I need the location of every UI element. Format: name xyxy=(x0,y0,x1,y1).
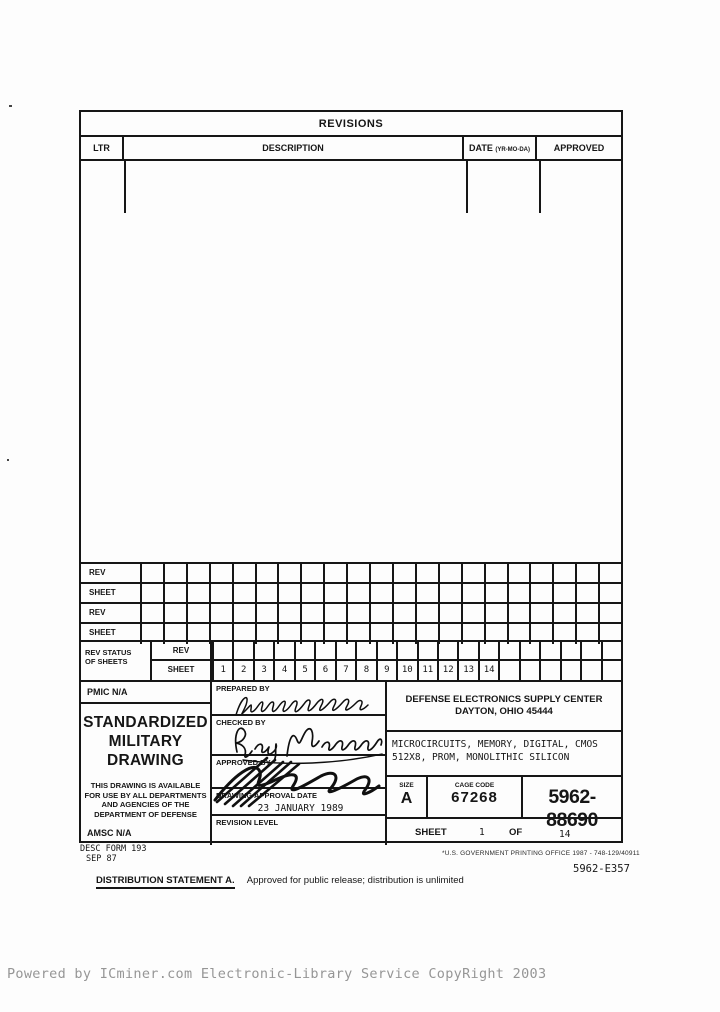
grid-cell xyxy=(369,564,392,582)
grid-cell xyxy=(438,604,461,622)
rev-status-label: REV STATUS OF SHEETS xyxy=(81,642,152,680)
approval-date-value: 23 JANUARY 1989 xyxy=(257,803,344,814)
sheet-number-cell: 3 xyxy=(253,661,273,680)
grid-cell xyxy=(209,584,232,602)
grid-cell xyxy=(552,584,575,602)
grid-cell-row xyxy=(140,564,621,582)
form-identifier xyxy=(80,845,147,864)
grid-cell xyxy=(300,584,323,602)
grid-cell xyxy=(598,604,621,622)
sheet-number-cell: 12 xyxy=(437,661,457,680)
grid-cell xyxy=(163,584,186,602)
title-block xyxy=(81,680,621,845)
prepared-by-label: PREPARED BY xyxy=(216,684,270,693)
checked-by-cell xyxy=(212,716,385,756)
grid-cell xyxy=(369,604,392,622)
date-format-note: (YR-MO-DA) xyxy=(495,147,531,153)
grid-cell xyxy=(369,584,392,602)
grid-cell xyxy=(519,642,539,659)
rev-status-rev-cells xyxy=(212,642,621,659)
size-value: A xyxy=(400,790,413,807)
grid-cell xyxy=(277,604,300,622)
drawing-form-frame xyxy=(79,110,623,843)
grid-cell xyxy=(560,661,580,680)
sheet-number-cell: 6 xyxy=(314,661,334,680)
scan-speck xyxy=(7,459,9,461)
form-name: DESC FORM 193 xyxy=(80,844,147,854)
grid-cell xyxy=(255,564,278,582)
distribution-text: Approved for public release; distribution is unlimited xyxy=(246,875,464,886)
column-header-ltr: LTR xyxy=(81,137,124,159)
grid-cell xyxy=(232,564,255,582)
grid-cell xyxy=(507,604,530,622)
grid-row xyxy=(81,564,621,584)
grid-cell xyxy=(484,564,507,582)
cage-code-label: CAGE CODE xyxy=(454,782,495,789)
printing-office-note: *U.S. GOVERNMENT PRINTING OFFICE 1987 - 748-129/40911 xyxy=(442,850,640,857)
rev-status-of-sheets xyxy=(81,640,621,680)
grid-cell xyxy=(484,584,507,602)
grid-cell xyxy=(415,584,438,602)
grid-cell xyxy=(140,564,163,582)
grid-cell xyxy=(232,584,255,602)
grid-row-label: REV xyxy=(89,608,106,617)
grid-cell xyxy=(415,604,438,622)
sheet-label: SHEET xyxy=(415,827,447,838)
grid-cell xyxy=(346,564,369,582)
grid-cell xyxy=(580,661,600,680)
agency-location: DAYTON, OHIO 45444 xyxy=(455,706,553,717)
grid-cell xyxy=(335,642,355,659)
sheet-number-cell: 2 xyxy=(232,661,252,680)
grid-cell xyxy=(163,564,186,582)
grid-cell xyxy=(163,604,186,622)
grid-cell xyxy=(396,642,416,659)
sheet-count-row xyxy=(387,819,621,845)
sheet-number-cell: 4 xyxy=(273,661,293,680)
grid-cell xyxy=(212,642,232,659)
grid-cell xyxy=(209,604,232,622)
grid-cell xyxy=(355,642,375,659)
grid-row-label: SHEET xyxy=(89,628,116,637)
form-date: SEP 87 xyxy=(86,853,117,864)
grid-cell xyxy=(323,604,346,622)
grid-cell xyxy=(392,584,415,602)
grid-cell xyxy=(507,564,530,582)
grid-cell xyxy=(507,584,530,602)
grid-cell xyxy=(277,584,300,602)
drawing-number-cell xyxy=(523,777,621,831)
grid-cell xyxy=(601,661,621,680)
approval-date-label: DRAWING APPROVAL DATE xyxy=(216,791,317,800)
checked-by-label: CHECKED BY xyxy=(216,718,266,727)
sheet-number-cell: 5 xyxy=(294,661,314,680)
grid-cell xyxy=(598,584,621,602)
smd-heading: STANDARDIZED MILITARY DRAWING xyxy=(83,714,208,769)
grid-cell xyxy=(484,604,507,622)
sheet-number-cell: 1 xyxy=(212,661,232,680)
grid-cell xyxy=(300,604,323,622)
grid-cell xyxy=(323,584,346,602)
pmic-field: PMIC N/A xyxy=(81,682,210,704)
grid-cell xyxy=(314,642,334,659)
rev-sheet-grid xyxy=(81,562,621,644)
sheet-number: 1 xyxy=(479,827,485,838)
grid-cell xyxy=(253,642,273,659)
rev-status-rev-row xyxy=(152,642,621,661)
grid-cell xyxy=(539,661,559,680)
rev-status-rows xyxy=(152,642,621,680)
grid-cell xyxy=(457,642,477,659)
device-description: MICROCIRCUITS, MEMORY, DIGITAL, CMOS 512X8, PROM, MONOLITHIC SILICON xyxy=(387,732,621,777)
size-cage-number-row xyxy=(387,777,621,831)
grid-cell xyxy=(417,642,437,659)
grid-cell xyxy=(186,564,209,582)
prepared-by-cell xyxy=(212,682,385,716)
distribution-label: DISTRIBUTION STATEMENT A. xyxy=(96,875,235,889)
grid-cell xyxy=(232,642,252,659)
grid-cell xyxy=(529,604,552,622)
grid-cell xyxy=(498,642,518,659)
grid-cell xyxy=(140,584,163,602)
title-block-right xyxy=(387,682,621,845)
sheet-number-cell: 11 xyxy=(417,661,437,680)
revision-level-label: REVISION LEVEL xyxy=(216,818,279,827)
grid-cell xyxy=(601,642,621,659)
grid-cell xyxy=(478,642,498,659)
grid-cell xyxy=(376,642,396,659)
approved-by-label: APPROVED BY xyxy=(216,758,271,767)
title-block-signatures xyxy=(212,682,387,845)
size-label: SIZE xyxy=(399,782,414,789)
rev-status-sheet-label: SHEET xyxy=(152,661,212,680)
approved-by-cell xyxy=(212,756,385,789)
grid-cell xyxy=(392,564,415,582)
availability-statement: THIS DRAWING IS AVAILABLE FOR USE BY ALL DEPARTMENTS AND AGENCIES OF THE DEPARTMENT OF DEFENSE xyxy=(84,781,207,819)
sheet-number-cell: 7 xyxy=(335,661,355,680)
grid-cell xyxy=(346,584,369,602)
distribution-statement xyxy=(96,875,464,886)
grid-cell xyxy=(560,642,580,659)
sheet-number-cell: 14 xyxy=(478,661,498,680)
agency-block xyxy=(387,682,621,732)
grid-cell xyxy=(346,604,369,622)
revisions-title: REVISIONS xyxy=(81,112,621,137)
rev-status-rev-label: REV xyxy=(152,642,212,659)
agency-name: DEFENSE ELECTRONICS SUPPLY CENTER xyxy=(405,694,603,705)
grid-cell xyxy=(519,661,539,680)
grid-cell xyxy=(461,604,484,622)
cage-code-value: 67268 xyxy=(451,789,498,806)
grid-cell xyxy=(461,564,484,582)
of-label: OF xyxy=(509,827,523,838)
library-service-watermark: Powered by ICminer.com Electronic-Library Service CopyRight 2003 xyxy=(7,966,547,982)
amsc-field: AMSC N/A xyxy=(87,828,132,838)
sheet-number-cell: 10 xyxy=(396,661,416,680)
size-cell xyxy=(387,777,428,817)
grid-cell xyxy=(438,564,461,582)
grid-cell xyxy=(539,642,559,659)
grid-cell xyxy=(575,584,598,602)
column-divider-line xyxy=(466,161,468,213)
grid-cell xyxy=(255,604,278,622)
grid-cell xyxy=(575,604,598,622)
title-block-left xyxy=(81,682,212,845)
grid-cell xyxy=(294,642,314,659)
grid-cell-row xyxy=(140,604,621,622)
column-header-approved: APPROVED xyxy=(553,143,605,153)
grid-cell xyxy=(323,564,346,582)
document-reference: 5962-E357 xyxy=(573,863,630,875)
grid-cell xyxy=(438,584,461,602)
cage-code-cell xyxy=(428,777,523,817)
grid-cell xyxy=(529,564,552,582)
grid-cell xyxy=(232,604,255,622)
grid-cell xyxy=(575,564,598,582)
column-header-description: DESCRIPTION xyxy=(124,137,464,159)
grid-cell xyxy=(437,642,457,659)
grid-cell-row xyxy=(140,584,621,602)
grid-cell xyxy=(598,564,621,582)
grid-cell xyxy=(300,564,323,582)
grid-cell xyxy=(255,584,278,602)
column-divider-line xyxy=(539,161,541,213)
sheet-number-cell: 9 xyxy=(376,661,396,680)
grid-cell xyxy=(580,642,600,659)
grid-cell xyxy=(273,642,293,659)
column-divider-line xyxy=(124,161,126,213)
grid-cell xyxy=(186,584,209,602)
drawing-approval-date-cell xyxy=(212,789,385,816)
grid-cell xyxy=(552,604,575,622)
column-header-date: DATE (YR-MO-DA) xyxy=(464,137,537,159)
grid-row xyxy=(81,604,621,624)
scan-speck xyxy=(9,105,12,107)
drawing-number: 5962-88690 xyxy=(546,786,598,831)
sheet-total: 14 xyxy=(559,829,571,840)
grid-cell xyxy=(461,584,484,602)
grid-cell xyxy=(498,661,518,680)
grid-cell xyxy=(277,564,300,582)
rev-status-sheet-row xyxy=(152,661,621,680)
sheet-number-cell: 8 xyxy=(355,661,375,680)
grid-row xyxy=(81,584,621,604)
grid-cell xyxy=(186,604,209,622)
rev-status-sheet-cells xyxy=(212,661,621,680)
revisions-header-row xyxy=(81,137,621,161)
grid-cell xyxy=(529,584,552,602)
grid-cell xyxy=(140,604,163,622)
grid-row-label: REV xyxy=(89,568,106,577)
grid-cell xyxy=(552,564,575,582)
revision-level-cell xyxy=(212,816,385,847)
grid-row-label: SHEET xyxy=(89,588,116,597)
sheet-number-cell: 13 xyxy=(457,661,477,680)
grid-cell xyxy=(209,564,232,582)
grid-cell xyxy=(415,564,438,582)
grid-cell xyxy=(392,604,415,622)
